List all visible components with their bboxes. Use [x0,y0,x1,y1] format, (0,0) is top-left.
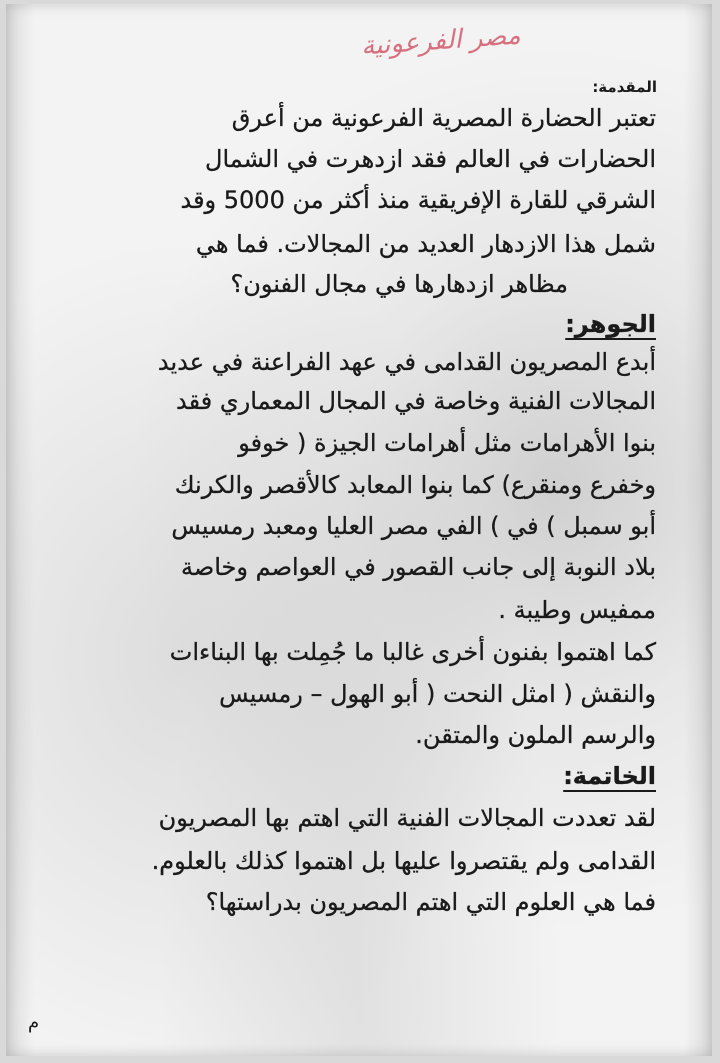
body-line: المجالات الفنية وخاصة في المجال المعماري فقد [176,387,656,415]
body-line: الشرقي للقارة الإفريقية منذ أكثر من 5000 وقد [180,186,656,214]
body-line: الحضارات في العالم فقد ازدهرت في الشمال [205,145,656,173]
document-body [56,4,656,1056]
body-line: بلاد النوبة إلى جانب القصور في العواصم وخاصة [181,553,656,581]
body-line: والنقش ( امثل النحت ( أبو الهول – رمسيس [219,680,656,708]
handwritten-title: مصر الفرعونية [360,20,522,62]
section-heading-conclusion: الخاتمة: [563,762,656,790]
body-line: مظاهر ازدهارها في مجال الفنون؟ [230,270,568,298]
body-line: شمل هذا الازدهار العديد من المجالات. فما هي [195,230,656,258]
section-heading-body: الجوهر: [565,310,656,338]
body-line: فما هي العلوم التي اهتم المصريون بدراستها؟ [205,888,656,916]
body-line: كما اهتموا بفنون أخرى غالبا ما جُمِلت بها البناءات [169,638,656,666]
body-line: القدامى ولم يقتصروا عليها بل اهتموا كذلك بالعلوم. [151,847,656,875]
intro-heading: المقدمة: [592,78,657,96]
body-line: تعتبر الحضارة المصرية الفرعونية من أعرق [231,104,656,132]
corner-mark: م [28,1012,40,1033]
body-line: وخفرع ومنقرع) كما بنوا المعابد كالأقصر والكرنك [174,471,656,499]
body-line: والرسم الملون والمتقن. [415,721,656,749]
body-line: بنوا الأهرامات مثل أهرامات الجيزة ( خوفو [238,429,656,457]
body-line: أبو سمبل ) في ) الفي مصر العليا ومعبد رمسيس [171,512,656,540]
body-line: لقد تعددت المجالات الفنية التي اهتم بها المصريون [158,804,656,832]
body-line: ممفيس وطيبة . [498,596,656,624]
body-line: أبدع المصريون القدامى في عهد الفراعنة في عديد [157,348,656,376]
document-page [6,4,712,1056]
